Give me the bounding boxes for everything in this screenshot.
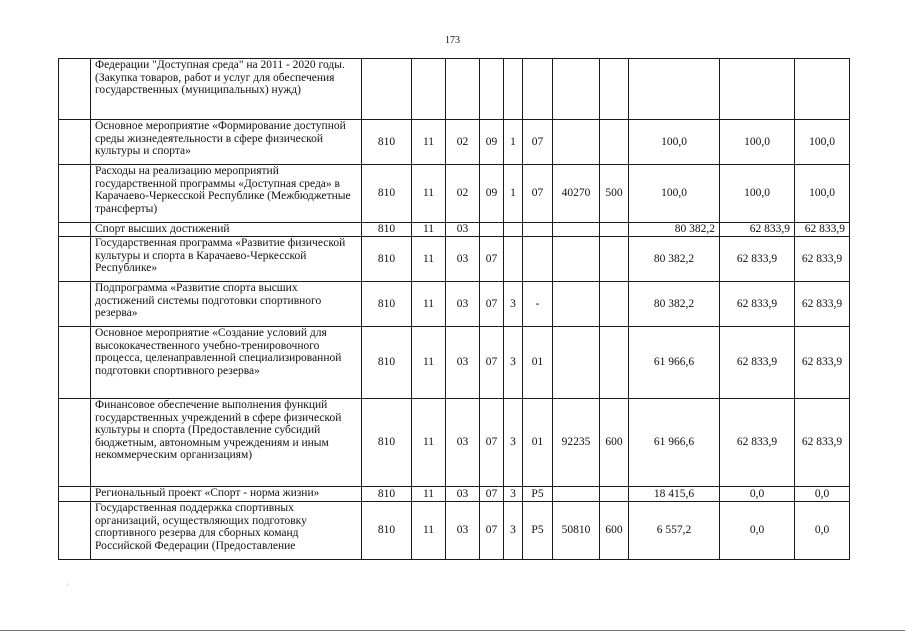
cell-subprogram-code: 3 bbox=[504, 502, 523, 560]
table-row bbox=[59, 237, 850, 282]
cell-amount-2: 62 833,9 bbox=[720, 223, 795, 237]
cell-subsection-code: 03 bbox=[446, 487, 480, 502]
cell-event-code: 01 bbox=[523, 327, 553, 399]
cell-program-code: 07 bbox=[480, 399, 504, 487]
cell-program-code: 07 bbox=[480, 502, 504, 560]
table-row bbox=[59, 502, 850, 560]
cell-amount-1: 61 966,6 bbox=[629, 327, 720, 399]
cell-section-code: 11 bbox=[412, 399, 446, 487]
row-description: Региональный проект «Спорт - норма жизни» bbox=[91, 487, 362, 502]
row-description: Государственная программа «Развитие физической культуры и спорта в Карачаево-Черкесской Республике» bbox=[91, 237, 362, 282]
cell-expense-type-code bbox=[600, 59, 629, 120]
table-row bbox=[59, 399, 850, 487]
cell-subprogram-code: 1 bbox=[504, 120, 523, 165]
cell-subsection-code bbox=[446, 59, 480, 120]
cell-expense-type-code bbox=[600, 237, 629, 282]
row-description: Финансовое обеспечение выполнения функций государственных учреждений в сфере физической культуры и спорта (Предоставление субсидий бюджетным, автономным учреждениям и иным некоммерческим организациям) bbox=[91, 399, 362, 487]
cell-event-code: 07 bbox=[523, 165, 553, 223]
cell-subsection-code: 03 bbox=[446, 502, 480, 560]
cell-section-code: 11 bbox=[412, 487, 446, 502]
cell-event-code: - bbox=[523, 282, 553, 327]
cell-amount-3: 62 833,9 bbox=[795, 282, 850, 327]
cell-amount-2: 62 833,9 bbox=[720, 399, 795, 487]
cell-amount-1: 100,0 bbox=[629, 120, 720, 165]
cell-event-code bbox=[523, 223, 553, 237]
cell-section-code: 11 bbox=[412, 223, 446, 237]
cell-amount-3 bbox=[795, 59, 850, 120]
row-description: Государственная поддержка спортивных организаций, осуществляющих подготовку спортивного резерва для сборных команд Российской Федерации (Предоставление bbox=[91, 502, 362, 560]
cell-direction-code bbox=[553, 59, 600, 120]
cell-program-code bbox=[480, 59, 504, 120]
cell-expense-type-code: 600 bbox=[600, 502, 629, 560]
cell-ministry-code: 810 bbox=[362, 223, 412, 237]
cell-subprogram-code: 1 bbox=[504, 165, 523, 223]
table-row bbox=[59, 120, 850, 165]
cell-amount-1: 18 415,6 bbox=[629, 487, 720, 502]
cell-amount-2 bbox=[720, 59, 795, 120]
stray-mark: ' bbox=[67, 582, 69, 591]
cell-amount-1: 100,0 bbox=[629, 165, 720, 223]
cell-ministry-code bbox=[362, 59, 412, 120]
cell-event-code: P5 bbox=[523, 487, 553, 502]
cell-direction-code bbox=[553, 223, 600, 237]
cell-ministry-code: 810 bbox=[362, 327, 412, 399]
table-row bbox=[59, 59, 850, 120]
cell-section-code: 11 bbox=[412, 120, 446, 165]
cell-expense-type-code bbox=[600, 120, 629, 165]
cell-direction-code: 50810 bbox=[553, 502, 600, 560]
cell-section-code: 11 bbox=[412, 237, 446, 282]
cell-amount-1: 80 382,2 bbox=[629, 282, 720, 327]
table-cell-blank bbox=[59, 327, 91, 399]
cell-amount-2: 62 833,9 bbox=[720, 237, 795, 282]
cell-event-code: P5 bbox=[523, 502, 553, 560]
table-cell-blank bbox=[59, 165, 91, 223]
cell-section-code: 11 bbox=[412, 502, 446, 560]
row-description: Федерации "Доступная среда" на 2011 - 2020 годы. (Закупка товаров, работ и услуг для обеспечения государственных (муниципальных) нужд) bbox=[91, 59, 362, 120]
cell-direction-code: 92235 bbox=[553, 399, 600, 487]
cell-event-code: 01 bbox=[523, 399, 553, 487]
cell-subprogram-code: 3 bbox=[504, 282, 523, 327]
cell-direction-code bbox=[553, 120, 600, 165]
cell-section-code: 11 bbox=[412, 327, 446, 399]
cell-ministry-code: 810 bbox=[362, 399, 412, 487]
cell-amount-3: 0,0 bbox=[795, 502, 850, 560]
cell-ministry-code: 810 bbox=[362, 282, 412, 327]
cell-program-code: 07 bbox=[480, 237, 504, 282]
cell-direction-code bbox=[553, 327, 600, 399]
table-row bbox=[59, 165, 850, 223]
table-row bbox=[59, 327, 850, 399]
cell-program-code bbox=[480, 223, 504, 237]
cell-subsection-code: 03 bbox=[446, 327, 480, 399]
cell-amount-2: 100,0 bbox=[720, 120, 795, 165]
cell-amount-3: 62 833,9 bbox=[795, 399, 850, 487]
cell-ministry-code: 810 bbox=[362, 487, 412, 502]
cell-direction-code bbox=[553, 487, 600, 502]
cell-program-code: 07 bbox=[480, 327, 504, 399]
cell-expense-type-code bbox=[600, 223, 629, 237]
cell-event-code bbox=[523, 59, 553, 120]
table-row bbox=[59, 282, 850, 327]
cell-subsection-code: 03 bbox=[446, 282, 480, 327]
table-row bbox=[59, 223, 850, 237]
row-description: Подпрограмма «Развитие спорта высших достижений системы подготовки спортивного резерва» bbox=[91, 282, 362, 327]
cell-expense-type-code bbox=[600, 487, 629, 502]
table-cell-blank bbox=[59, 399, 91, 487]
cell-subsection-code: 02 bbox=[446, 120, 480, 165]
cell-subprogram-code bbox=[504, 223, 523, 237]
row-description: Основное мероприятие «Формирование доступной среды жизнедеятельности в сфере физической культуры и спорта» bbox=[91, 120, 362, 165]
cell-amount-3: 100,0 bbox=[795, 120, 850, 165]
cell-amount-2: 62 833,9 bbox=[720, 327, 795, 399]
cell-event-code bbox=[523, 237, 553, 282]
page-number: 173 bbox=[445, 35, 460, 46]
cell-program-code: 09 bbox=[480, 120, 504, 165]
cell-amount-3: 62 833,9 bbox=[795, 223, 850, 237]
cell-expense-type-code: 600 bbox=[600, 399, 629, 487]
budget-table bbox=[58, 58, 850, 560]
cell-subprogram-code bbox=[504, 237, 523, 282]
cell-program-code: 07 bbox=[480, 282, 504, 327]
table-cell-blank bbox=[59, 223, 91, 237]
table-cell-blank bbox=[59, 502, 91, 560]
table-cell-blank bbox=[59, 487, 91, 502]
cell-subprogram-code: 3 bbox=[504, 487, 523, 502]
cell-event-code: 07 bbox=[523, 120, 553, 165]
cell-subsection-code: 03 bbox=[446, 223, 480, 237]
cell-amount-1 bbox=[629, 59, 720, 120]
page-edge-line bbox=[0, 630, 905, 631]
cell-amount-1: 80 382,2 bbox=[629, 237, 720, 282]
cell-amount-3: 100,0 bbox=[795, 165, 850, 223]
cell-direction-code bbox=[553, 237, 600, 282]
cell-amount-2: 0,0 bbox=[720, 487, 795, 502]
cell-amount-2: 0,0 bbox=[720, 502, 795, 560]
cell-subprogram-code bbox=[504, 59, 523, 120]
row-description: Спорт высших достижений bbox=[91, 223, 362, 237]
cell-ministry-code: 810 bbox=[362, 237, 412, 282]
table-row bbox=[59, 487, 850, 502]
cell-ministry-code: 810 bbox=[362, 502, 412, 560]
cell-direction-code: 40270 bbox=[553, 165, 600, 223]
cell-ministry-code: 810 bbox=[362, 165, 412, 223]
cell-section-code: 11 bbox=[412, 165, 446, 223]
cell-section-code bbox=[412, 59, 446, 120]
cell-subsection-code: 03 bbox=[446, 237, 480, 282]
table-cell-blank bbox=[59, 120, 91, 165]
cell-program-code: 09 bbox=[480, 165, 504, 223]
cell-amount-1: 61 966,6 bbox=[629, 399, 720, 487]
cell-expense-type-code: 500 bbox=[600, 165, 629, 223]
cell-amount-3: 62 833,9 bbox=[795, 237, 850, 282]
cell-expense-type-code bbox=[600, 282, 629, 327]
cell-subsection-code: 02 bbox=[446, 165, 480, 223]
cell-amount-2: 62 833,9 bbox=[720, 282, 795, 327]
cell-expense-type-code bbox=[600, 327, 629, 399]
table-cell-blank bbox=[59, 59, 91, 120]
cell-amount-2: 100,0 bbox=[720, 165, 795, 223]
cell-program-code: 07 bbox=[480, 487, 504, 502]
cell-amount-3: 62 833,9 bbox=[795, 327, 850, 399]
table-cell-blank bbox=[59, 237, 91, 282]
cell-subprogram-code: 3 bbox=[504, 399, 523, 487]
row-description: Расходы на реализацию мероприятий государственной программы «Доступная среда» в Карачаево-Черкесской Республике (Межбюджетные трансферты) bbox=[91, 165, 362, 223]
cell-amount-1: 80 382,2 bbox=[629, 223, 720, 237]
cell-amount-1: 6 557,2 bbox=[629, 502, 720, 560]
cell-subprogram-code: 3 bbox=[504, 327, 523, 399]
cell-direction-code bbox=[553, 282, 600, 327]
cell-ministry-code: 810 bbox=[362, 120, 412, 165]
cell-section-code: 11 bbox=[412, 282, 446, 327]
table-cell-blank bbox=[59, 282, 91, 327]
row-description: Основное мероприятие «Создание условий для высококачественного учебно-тренировочного процесса, целенаправленной специализированной подготовки спортивного резерва» bbox=[91, 327, 362, 399]
cell-amount-3: 0,0 bbox=[795, 487, 850, 502]
cell-subsection-code: 03 bbox=[446, 399, 480, 487]
